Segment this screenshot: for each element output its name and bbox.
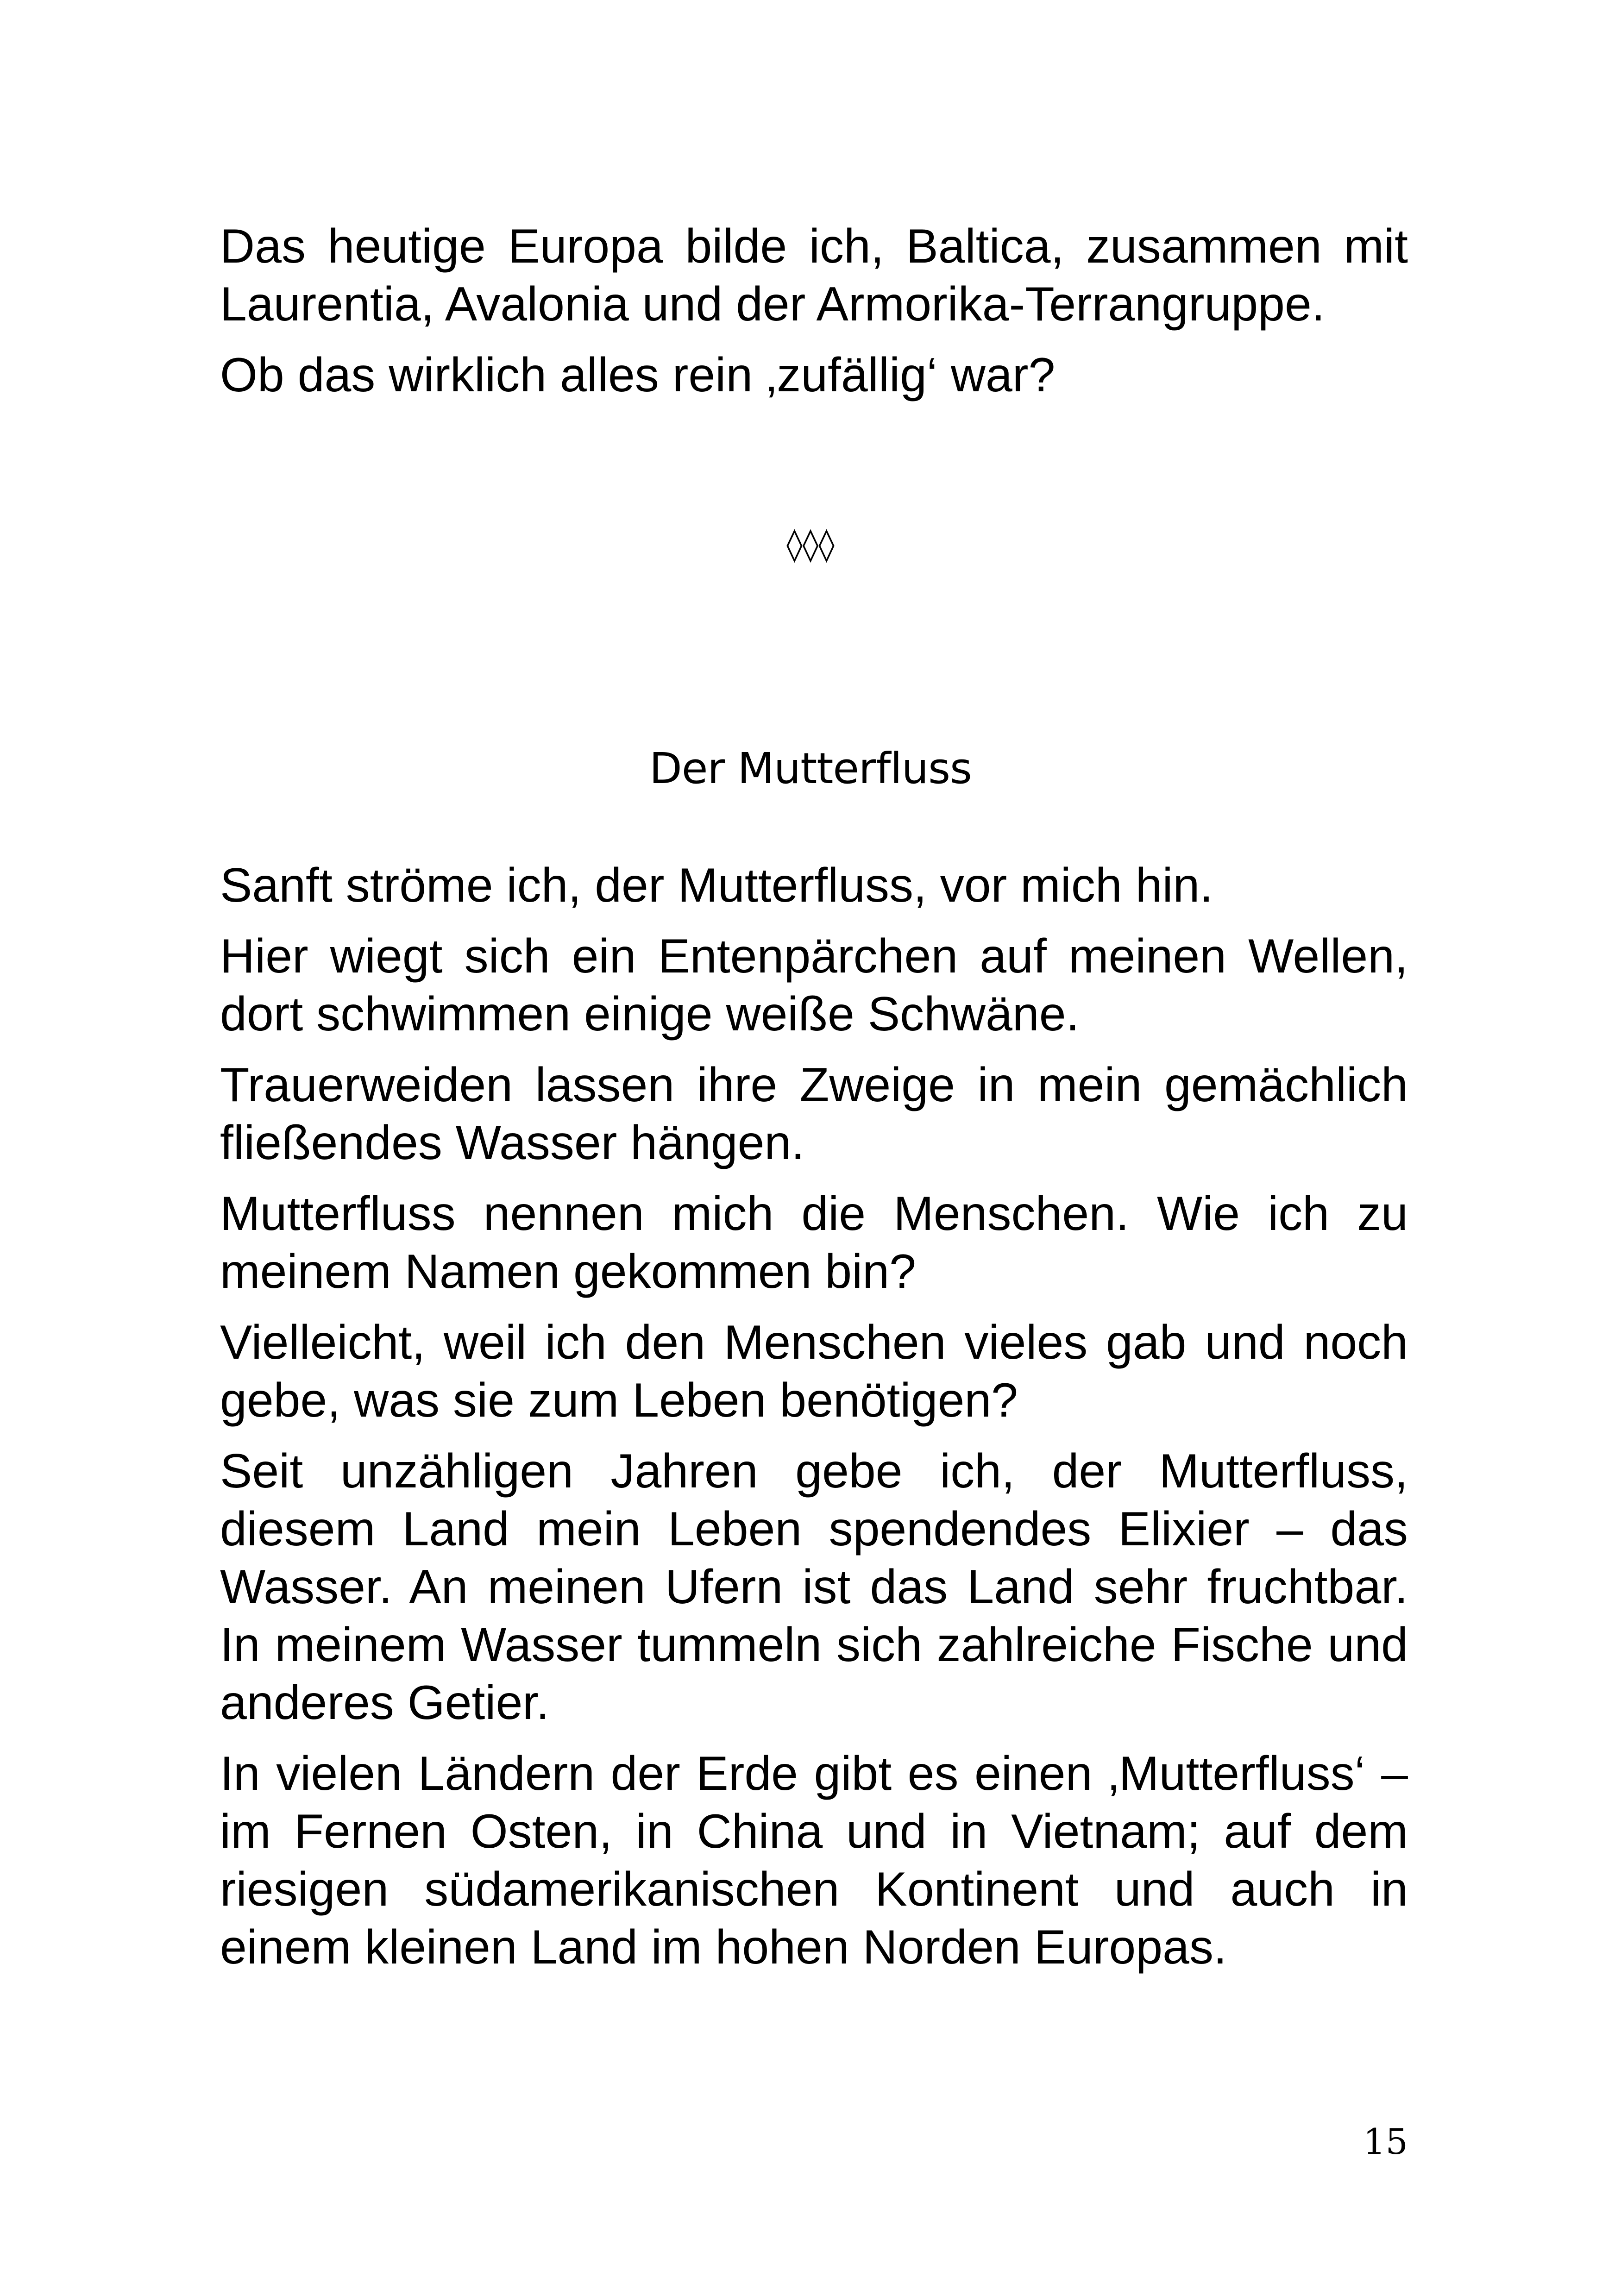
paragraph: Trauerweiden lassen ihre Zweige in mein gemächlich fließendes Wasser hängen. xyxy=(220,1058,1408,1170)
paragraph: In vielen Ländern der Erde gibt es einen ‚Mutterfluss‘ – im Fernen Osten, in China und in Vietnam; auf dem riesigen südamerikanischen Kontinent und auch in einem kleinen Land im hohen Norden Europas. xyxy=(220,1747,1408,1974)
paragraph: Mutterfluss nennen mich die Menschen. Wie ich zu meinem Namen gekommen bin? xyxy=(220,1187,1408,1299)
paragraph: Seit unzähligen Jahren gebe ich, der Mutterfluss, diesem Land mein Leben spendendes Elixier – das Wasser. An meinen Ufern ist das Land sehr fruchtbar. In meinem Wasser tummeln sich zahlreiche Fische und anderes Getier. xyxy=(220,1444,1408,1730)
chapter-title: Der Mutterfluss xyxy=(649,744,972,793)
paragraph: Hier wiegt sich ein Entenpärchen auf meinen Wellen, dort schwimmen einige weiße Schwäne. xyxy=(220,929,1408,1041)
chapter-body xyxy=(220,857,1408,1989)
page-number: 15 xyxy=(1363,2121,1408,2162)
top-section xyxy=(220,218,1408,417)
paragraph: Das heutige Europa bilde ich, Baltica, zusammen mit Laurentia, Avalonia und der Armorika-Terrangruppe. xyxy=(220,220,1408,331)
section-separator: ◊◊◊ xyxy=(786,525,835,563)
paragraph: Sanft ströme ich, der Mutterfluss, vor mich hin. xyxy=(220,859,1213,912)
paragraph: Ob das wirklich alles rein ‚zufällig‘ war? xyxy=(220,348,1056,402)
paragraph: Vielleicht, weil ich den Menschen vieles gab und noch gebe, was sie zum Leben benötigen? xyxy=(220,1316,1408,1427)
